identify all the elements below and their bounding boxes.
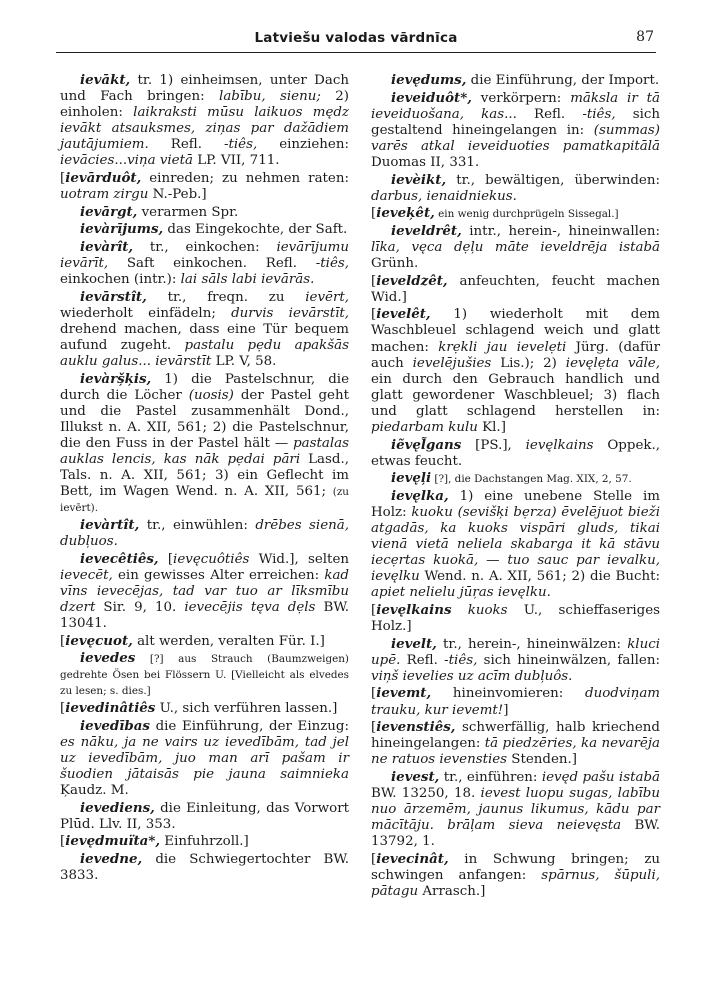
entry-headword: ieveiduôt*, [391,89,472,106]
entry-example: (summas) varēs atkal ieveiduoties pamatkapitālā [371,122,660,154]
dictionary-entry [60,833,349,850]
entry-text: N.-Peb.] [148,187,207,203]
entry-example: ievęcuôtiês [173,551,250,567]
entry-text: intr., herein-, hineinwallen: [461,223,660,239]
entry-headword: ievàrtît, [80,517,140,534]
entry-text: U., sich verführen lassen.] [155,701,338,717]
entry-text: einkochen (intr.): [60,272,181,288]
entry-text: [ [371,603,377,618]
entry-text: Lasd., Tals. n. A. XII, 561; 3) ein Geflecht im Bett, im Wagen Wend. n. A. XII, 561; [60,452,349,500]
entry-example: kuoku (sevišķi bẹrza) ēvelējuot bieži atgadās, ka kuoks vispāri gluds, tikai vienā vietā neliela skabarga it kā stāvu iecẹrtas kuokā, — tuo sauc par ievalku, ievęlku [371,504,660,585]
entry-headword: ievàrș̌ķis, [80,370,152,387]
entry-text: [ [60,171,66,187]
dictionary-entry [371,223,660,272]
entry-example: darbus, ienaidniekus. [371,188,517,204]
entry-text: [ [371,686,377,702]
entry-example: kad vīns ievecējas, tad var tuo ar līksmību dzert [60,567,349,615]
dictionary-entry [371,306,660,436]
entry-example: krẹkli jau ievelẹti [438,339,567,355]
entry-text: BW. 13041. [60,600,349,632]
entry-text: [ [371,851,377,867]
entry-headword: ievedinâtiês [65,700,156,717]
entry-text: Stenden.] [507,752,578,768]
entry-text: [ [158,551,174,567]
entry-headword: ievārstît, [80,288,147,305]
right-column [371,72,660,901]
entry-text: sich gestaltend hineingelangen in: [371,106,660,138]
entry-headword: ievàrījums, [80,221,164,238]
entry-headword: ievedne, [80,850,143,867]
entry-text: ein gewisses Alter erreichen: [112,567,325,583]
entry-text: Kl.] [477,419,506,435]
entry-headword: ievenstiês, [376,719,456,736]
entry-example: māksla ir tā ieveiduošana, kas... [371,90,661,122]
entry-text: BW. 13792, 1. [371,818,660,850]
entry-text: die Einführung, der Einzug: [149,718,349,734]
entry-text: ein wenig durchprügeln Sissegal.] [434,208,619,221]
entry-headword: iẽvęl̃gans [391,436,462,453]
dictionary-entry [371,685,660,718]
entry-example: -tiês, [223,137,258,153]
dictionary-entry [60,551,349,632]
entry-example: lai sāls labi ievārās. [180,272,315,288]
entry-text: [ [60,701,66,717]
entry-example: -tiês, [582,106,616,122]
entry-example: -tiês, [444,652,478,668]
entry-text: [?] aus Strauch (Baumzweigen) gedrehte Ösen bei Flössern U. [Vielleicht als elvedes zu lesen; s. dies.] [60,653,349,698]
entry-example: duodviņam trauku, kur ievemt! [371,686,660,718]
entry-text: [ [60,834,66,850]
entry-text: 1) eine unebene Stelle im Holz: [371,488,660,520]
entry-headword: ievàrît, [80,238,134,255]
dictionary-entry [371,488,660,602]
dictionary-entry [60,239,349,288]
entry-text: [ [371,307,377,323]
entry-example: ievācies...viņa vietā [60,153,193,169]
entry-headword: ieveldrêt, [391,222,462,239]
dictionary-entry [371,172,660,205]
dictionary-entry [60,633,349,650]
entry-example: kluci upē. [371,636,660,668]
entry-example: labību, sienu; [219,89,321,105]
entry-text: Jürg. (dafür auch [371,339,660,371]
entry-headword: ievęlkains [376,602,452,618]
entry-text: Einfuhrzoll.] [160,834,249,850]
entry-text: einziehen: [257,137,349,153]
entry-text: Grünh. [371,256,419,272]
dictionary-entry [371,851,660,900]
dictionary-entry [371,205,660,222]
dictionary-entry [60,170,349,203]
entry-text: 1) die Pastelschnur, die durch die Löcher [60,371,349,403]
entry-headword: ievecêtiês, [80,550,159,567]
dictionary-entry [60,650,349,699]
entry-example: ievecēt, [60,567,113,583]
entry-text: tr., einwühlen: [139,518,256,534]
entry-text: Oppek., etwas feucht. [371,437,660,469]
entry-text: [?], die Dachstangen Mag. XIX, 2, 57. [431,473,632,486]
entry-text: der Pastel geht und die Pastel zusammenhält Dond., Illukst n. A. XII, 561; 2) die Pastelschnur, die den Fuss in der Pastel hält — [60,387,349,452]
entry-example: ievęd pašu istabā [541,769,660,785]
entry-text: Refl. [400,652,445,668]
entry-example: kuoks [467,603,508,618]
dictionary-entry [60,72,349,170]
entry-headword: ievemt, [376,685,432,702]
entry-example: līka, vęca dẹļu māte ieveldrēja istabā [371,239,660,255]
entry-text: [ [60,633,66,649]
entry-headword: ieveķêt, [376,205,435,222]
entry-example: ievērt, [305,289,349,305]
entry-example: tā piedzēries, ka nevarēja ne ratuos ievensties [371,736,660,768]
entry-text: 2) einholen: [60,89,349,121]
entry-text: tr. 1) einheimsen, unter Dach und Fach bringen: [60,73,349,105]
entry-text: schwerfällig, halb kriechend hineingelangen: [371,720,660,752]
dictionary-entry [60,289,349,370]
dictionary-entry [60,371,349,517]
entry-text: einreden; zu nehmen raten: [141,171,349,187]
entry-text [434,818,447,833]
entry-text: [ [371,273,377,289]
entry-text: Duomas II, 331. [371,154,480,170]
entry-headword: ievèikt, [391,171,447,188]
entry-text: 1) wiederholt mit dem Waschbleuel schlagend weich und glatt machen: [371,307,660,355]
page-header [56,28,656,53]
entry-text: tr., herein-, hineinwälzen: [436,636,628,652]
dictionary-entry [371,72,660,89]
entry-text: ein durch den Gebrauch handlich und glatt gewordener Waschbleuel; 3) flach und glatt schlagend herstellen in: [371,371,660,419]
entry-example: ievest luopu sugas, labību nuo ārzemēm, jaunus likumus, kādu par mācītāju. [371,786,660,834]
entry-text: Wend. n. A. XII, 561; 2) die Bucht: [419,569,660,585]
entry-example: ievęlẹta vāle, [565,355,660,371]
dictionary-entry [371,90,660,171]
entry-text: Arrasch.] [418,884,486,900]
dictionary-entry [60,517,349,550]
dictionary-entry [371,636,660,685]
entry-example: -tiês, [315,256,349,272]
entry-example: ievārījumu ievārīt, [60,239,349,272]
entry-headword: ievest, [391,768,440,785]
dictionary-entry [371,769,660,850]
entry-text: Sir. 9, 10. [95,600,185,615]
entry-example: spārnus, šūpuli, pātagu [371,868,660,900]
entry-headword: ievākt, [80,72,131,88]
dictionary-entry [60,700,349,717]
dictionary-entry [371,437,660,470]
entry-text: [PS.], [461,437,526,453]
entry-example: pastalu pẹdu apakšās auklu galus... ievārstīt [60,338,349,370]
entry-headword: ievecinât, [376,850,449,867]
entry-headword: ievedes [80,650,136,667]
entry-text: ] [503,702,509,718]
entry-text: LP. V, 58. [211,354,277,370]
entry-headword: ieveldzêt, [376,272,448,289]
entry-text: Saft einkochen. Refl. [108,256,316,272]
left-column [60,72,349,885]
entry-text: verarmen Spr. [137,204,239,220]
dictionary-entry [60,204,349,221]
entry-text: die Einführung, der Import. [466,73,660,88]
entry-text: tr., freqn. zu [146,289,306,305]
entry-text: LP. VII, 711. [192,153,280,169]
entry-text: in Schwung bringen; zu schwingen anfangen: [371,851,660,883]
entry-text: drehend machen, dass eine Tür bequem aufund zugeht. [60,321,349,353]
entry-example: ievelējušies [412,355,492,371]
entry-example: apiet nelielu jūŗas ievęlku. [371,585,551,601]
dictionary-entry [60,718,349,799]
entry-headword: ievelêt, [376,306,431,323]
entry-example: piedarbam kulu [371,419,478,435]
entry-text: Refl. [516,106,583,122]
entry-text: BW. 13250, 18. [371,786,481,802]
entry-headword: ievediens, [80,799,155,816]
entry-text: Ķaudz. M. [60,783,129,799]
entry-headword: ievedības [80,717,150,734]
entry-text: alt werden, veralten Für. I.] [132,633,325,649]
entry-text: hineinvomieren: [431,686,586,702]
entry-text [452,603,468,618]
entry-text: verkörpern: [471,90,571,106]
entry-text: tr., bewältigen, überwinden: [446,172,660,188]
page-number: 87 [636,29,654,45]
entry-text: (zu ievērt). [60,486,349,515]
entry-text: Refl. [148,137,224,153]
entry-example: brāļam sieva neievęsta [447,818,622,834]
entry-headword: ievędmuïta*, [65,833,161,850]
dictionary-entry [371,602,660,635]
dictionary-entry [60,851,349,884]
entry-example: ievecējis tęva dẹls [184,600,316,615]
entry-headword: ievelt, [391,635,437,652]
dictionary-entry [60,800,349,833]
entry-example: es nāku, ja ne vairs uz ievedībām, tad jel uz ievedībām, juo man arī pašam ir šuodien jātaisās pie jauna saimnieka [60,734,349,782]
entry-text: anfeuchten, feucht machen Wid.] [371,273,660,305]
entry-example: viņš ievelies uz acīm dubļuôs. [371,668,573,684]
entry-text: Lis.); 2) [491,355,566,371]
entry-text: Wid.], selten [249,551,349,567]
entry-headword: ievęļi [391,470,432,487]
dictionary-entry [60,221,349,238]
entry-example: (uosis) [188,387,234,403]
entry-headword: ievārgt, [80,203,138,220]
running-title: Latviešu valodas vārdnīca [254,30,458,46]
entry-text: [ [371,206,377,222]
entry-text: tr., einkochen: [133,239,277,255]
entry-text: tr., einführen: [439,769,542,785]
dictionary-entry [371,273,660,306]
entry-headword: ievęcuot, [65,632,133,649]
dictionary-entry [371,719,660,768]
entry-text: [ [371,720,377,736]
entry-headword: ievārduôt, [65,170,142,187]
entry-headword: ievędums, [391,72,467,88]
entry-text: sich hineinwälzen, fallen: [477,652,660,668]
entry-example: uotram zirgu [60,187,149,203]
entry-example: laikraksti mūsu laikuos mędz ievākt atsauksmes, ziņas par dažādiem jautājumiem. [60,105,349,153]
entry-example: drēbes sienā, dubļuos. [60,518,349,550]
dictionary-entry [371,470,660,487]
entry-example: durvis ievārstīt, [231,305,350,321]
entry-text: wiederholt einfädeln; [60,305,232,321]
entry-example: pastalas auklas lencis, kas nāk pẹdai pāri [60,436,349,468]
entry-headword: ievęlka, [391,487,449,504]
entry-text: das Eingekochte, der Saft. [163,222,348,238]
entry-text: U., schieffaseriges Holz.] [371,603,660,635]
entry-example: ievęlkains [525,437,594,453]
entry-text: die Einleitung, das Vorwort Plūd. Llv. II, 353. [60,800,349,832]
entry-text: die Schwiegertochter BW. 3833. [60,851,349,883]
